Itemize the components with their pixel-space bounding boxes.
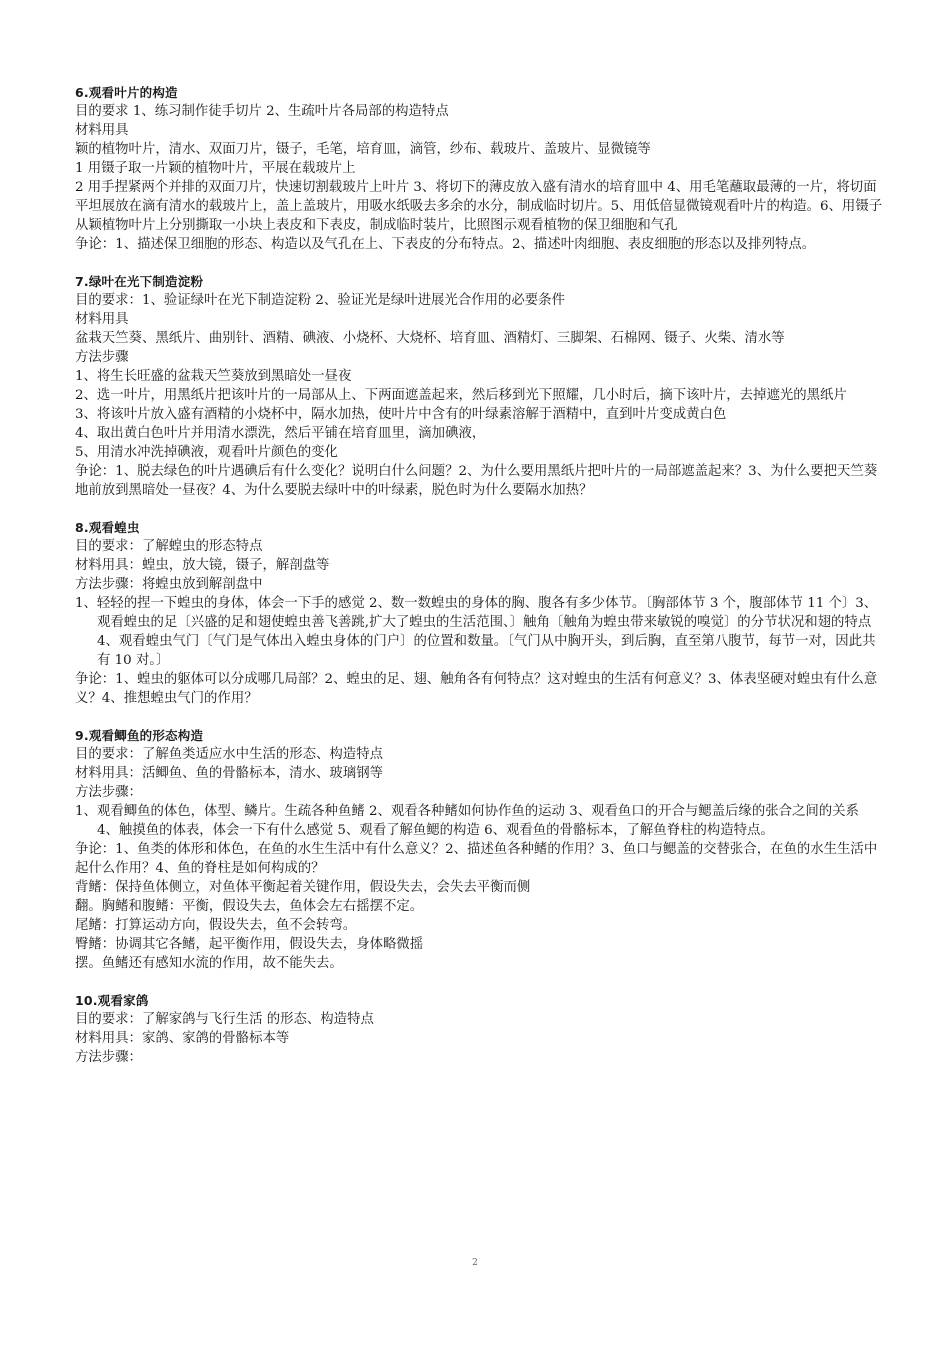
text-line: 方法步骤：将蝗虫放到解剖盘中	[75, 577, 263, 592]
text-line: 目的要求：了解蝗虫的形态特点	[75, 539, 263, 554]
discussion-line: 争论：1、蝗虫的躯体可以分成哪几局部？2、蝗虫的足、翅、触角各有何特点？这对蝗虫的生活有何意义？3、体表坚硬对蝗虫有什么意义？4、推想蝗虫气门的作用？	[75, 672, 878, 706]
text-line: 材料用具：蝗虫，放大镜，镊子，解剖盘等	[75, 558, 330, 573]
discussion-line: 争论：1、鱼类的体形和体色，在鱼的水生生活中有什么意义？2、描述鱼各种鳍的作用？3、鱼口与鳃盖的交替张合，在鱼的水生生活中起什么作用？4、鱼的脊柱是如何构成的？	[75, 842, 878, 876]
step-item: 1、轻轻的捏一下蝗虫的身体，体会一下手的感觉 2、数一数蝗虫的身体的胸、腹各有多少体节。〔胸部体节 3 个，腹部体节 11 个〕3、观看蝗虫的足〔兴盛的足和翅使蝗虫善飞善跳,扩大了蝗虫的生活范围、〕触角〔触角为蝗虫带来敏锐的嗅觉〕的分节状况和翅的特点 4、观看蝗虫气门〔气门是气体出入蝗虫身体的门户〕的位置和数量。〔气门从中胸开头，到后胸，直至第八腹节，每节一对，因此共有 10 对。〕	[75, 596, 878, 668]
section-title: 6.观看叶片的构造	[75, 85, 178, 100]
section-locust	[75, 518, 883, 708]
text-line: 颖的植物叶片，清水、双面刀片，镊子，毛笔，培育皿，滴管，纱布、载玻片、盖玻片、显微镜等	[75, 142, 651, 157]
text-line: 方法步骤	[75, 350, 129, 365]
text-line: 材料用具	[75, 312, 129, 327]
section-leaf-structure	[75, 83, 883, 254]
text-line: 目的要求：了解鱼类适应水中生活的形态、构造特点	[75, 747, 383, 762]
text-line: 背鳍：保持鱼体侧立，对鱼体平衡起着关键作用，假设失去，会失去平衡而侧	[75, 880, 531, 895]
text-line: 材料用具：家鸽、家鸽的骨骼标本等	[75, 1031, 290, 1046]
section-title: 7.绿叶在光下制造淀粉	[75, 274, 204, 289]
section-title: 9.观看鲫鱼的形态构造	[75, 728, 204, 743]
document-page	[75, 83, 883, 1085]
text-line: 目的要求：1、验证绿叶在光下制造淀粉 2、验证光是绿叶进展光合作用的必要条件	[75, 293, 565, 308]
text-line: 目的要求 1、练习制作徒手切片 2、生疏叶片各局部的构造特点	[75, 104, 449, 119]
section-title: 10.观看家鸽	[75, 993, 149, 1008]
text-line: 1 用镊子取一片颖的植物叶片，平展在载玻片上	[75, 161, 356, 176]
text-line: 争论：1、描述保卫细胞的形态、构造以及气孔在上、下表皮的分布特点。2、描述叶肉细胞、表皮细胞的形态以及排列特点。	[75, 237, 816, 252]
step-item: 1、将生长旺盛的盆栽天竺葵放到黑暗处一昼夜	[75, 369, 352, 384]
step-item: 2、选一叶片，用黑纸片把该叶片的一局部从上、下两面遮盖起来，然后移到光下照耀，几小时后，摘下该叶片，去掉遮光的黑纸片	[75, 388, 847, 403]
page-number: 2	[472, 1258, 478, 1268]
text-line: 材料用具：活鲫鱼、鱼的骨骼标本，清水、玻璃钢等	[75, 766, 383, 781]
step-item: 5、用清水冲洗掉碘液，观看叶片颜色的变化	[75, 445, 338, 460]
text-line: 盆栽天竺葵、黑纸片、曲别针、酒精、碘液、小烧杯、大烧杯、培育皿、酒精灯、三脚架、石棉网、镊子、火柴、清水等	[75, 331, 785, 346]
text-line: 方法步骤：	[75, 785, 142, 800]
text-line: 摆。鱼鳍还有感知水流的作用，故不能失去。	[75, 956, 343, 971]
text-line: 臀鳍：协调其它各鳍，起平衡作用，假设失去，身体略微摇	[75, 937, 424, 952]
step-item: 4、取出黄白色叶片并用清水漂洗，然后平铺在培育皿里，滴加碘液，	[75, 426, 486, 441]
text-line: 2 用手捏紧两个并排的双面刀片，快速切割载玻片上叶片 3、将切下的薄皮放入盛有清水的培育皿中 4、用毛笔蘸取最薄的一片，将切面平坦展放在滴有清水的载玻片上，盖上盖玻片，用吸水纸吸去多余的水分，制成临时切片。5、用低倍显微镜观看叶片的构造。6、用镊子从颖植物叶片上分别撕取一小块上表皮和下表皮，制成临时装片，比照图示观看植物的保卫细胞和气孔	[75, 180, 883, 233]
text-line: 翻。胸鳍和腹鳍：平衡，假设失去，鱼体会左右摇摆不定。	[75, 899, 424, 914]
discussion-line: 争论：1、脱去绿色的叶片遇碘后有什么变化？说明白什么问题？2、为什么要用黑纸片把叶片的一局部遮盖起来？3、为什么要把天竺葵地前放到黑暗处一昼夜？4、为什么要脱去绿叶中的叶绿素，脱色时为什么要隔水加热？	[75, 464, 878, 498]
text-line: 材料用具	[75, 123, 129, 138]
section-starch-experiment	[75, 272, 883, 500]
step-item: 3、将该叶片放入盛有酒精的小烧杯中，隔水加热，使叶片中含有的叶绿素溶解于酒精中，直到叶片变成黄白色	[75, 407, 727, 422]
text-line: 目的要求：了解家鸽与飞行生活 的形态、构造特点	[75, 1012, 374, 1027]
step-item: 1、观看鲫鱼的体色，体型、鳞片。生疏各种鱼鳍 2、观看各种鳍如何协作鱼的运动 3、观看鱼口的开合与鳃盖后缘的张合之间的关系 4、触摸鱼的体表，体会一下有什么感觉 5、观看了解鱼鳃的构造 6、观看鱼的骨骼标本，了解鱼脊柱的构造特点。	[75, 804, 859, 838]
section-title: 8.观看蝗虫	[75, 520, 140, 535]
text-line: 尾鳍：打算运动方向，假设失去，鱼不会转弯。	[75, 918, 357, 933]
text-line: 方法步骤：	[75, 1050, 142, 1065]
section-pigeon	[75, 991, 883, 1067]
section-crucian-carp	[75, 726, 883, 973]
